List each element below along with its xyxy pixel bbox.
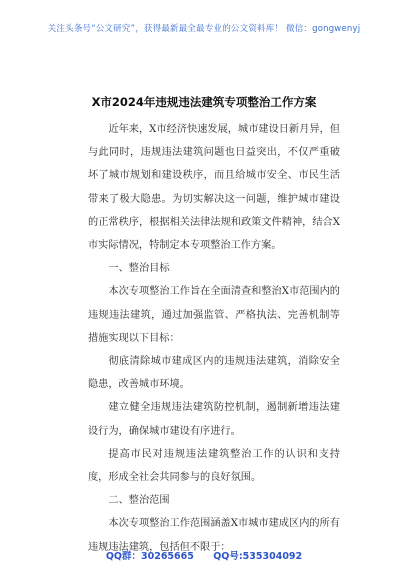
goal-item-2: 建立健全违规违法建筑防控机制，遏制新增违法建设行为，确保城市建设有序进行。 bbox=[88, 402, 340, 437]
goal-item-3: 提高市民对违规违法建筑整治工作的认识和支持度，形成全社会共同参与的良好氛围。 bbox=[88, 448, 340, 484]
document-title: X市2024年违规违法建筑专项整治工作方案 bbox=[91, 95, 317, 109]
qq-number: QQ号:535304092 bbox=[213, 551, 303, 562]
footer-contact bbox=[0, 548, 408, 562]
goal-item-1: 彻底清除城市建成区内的违规违法建筑，消除安全隐患，改善城市环境。 bbox=[88, 356, 340, 391]
intro-paragraph: 近年来，X市经济快速发展，城市建设日新月异，但与此同时，违规违法建筑问题也日益突出，不仅严重破坏了城市规划和建设秩序，而且给城市安全、市民生活带来了极大隐患。为切实解决这一问题，维护城市建设的正常秩序，根据相关法律法规和政策文件精神，结合X市实际情况，特制定本专项整治工作方案。 bbox=[88, 124, 340, 252]
section-heading-goals: 一、整治目标 bbox=[108, 263, 170, 275]
section-heading-scope: 二、整治范围 bbox=[108, 495, 170, 507]
goals-paragraph: 本次专项整治工作旨在全面清查和整治X市范围内的违规违法建筑，通过加强监管、严格执法、完善机制等措施实现以下目标： bbox=[88, 286, 340, 344]
document-body bbox=[88, 118, 340, 559]
qq-group: QQ群：30265665 bbox=[105, 551, 194, 562]
header-note: 关注头条号“公文研究”，获得最新最全最专业的公文资料库！ 微信：gongwenyj bbox=[47, 24, 361, 34]
scope-paragraph: 本次专项整治工作范围涵盖X市城市建成区内的所有违规违法建筑，包括但不限于： bbox=[88, 518, 340, 553]
